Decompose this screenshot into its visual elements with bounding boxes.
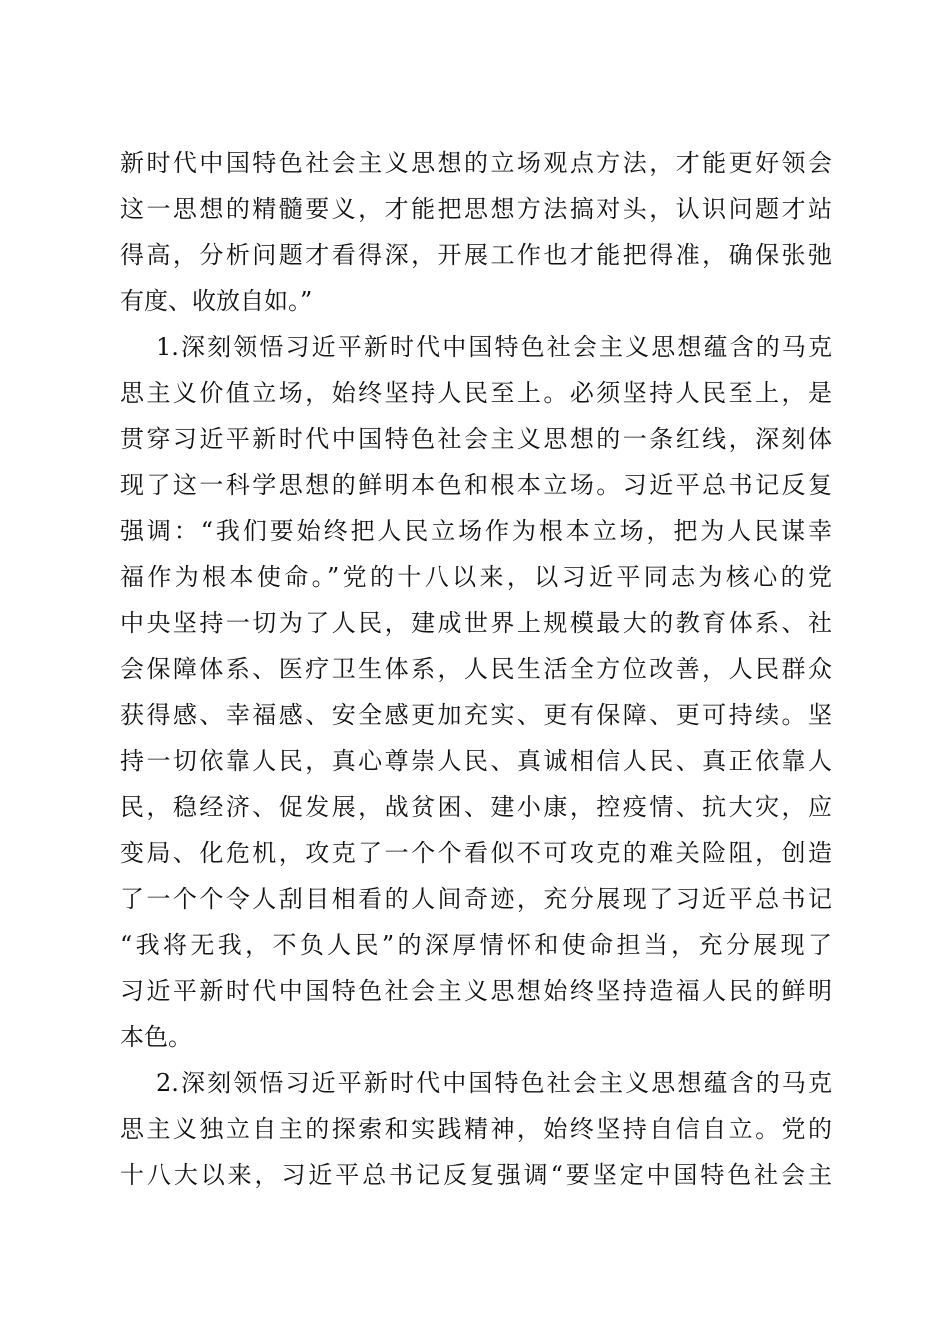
text-line: 1.深刻领悟习近平新时代中国特色社会主义思想蕴含的马克	[156, 333, 832, 361]
text-line: 福作为根本使命。”党的十八以来，以习近平同志为核心的党	[120, 563, 832, 591]
text-line: “我将无我，不负人民”的深厚情怀和使命担当，充分展现了	[120, 931, 832, 959]
text-line: 思主义独立自主的探索和实践精神，始终坚持自信自立。党的	[120, 1115, 832, 1143]
text-line: 有度、收放自如。”	[120, 287, 313, 315]
document-body	[120, 140, 832, 1198]
text-line: 十八大以来，习近平总书记反复强调“要坚定中国特色社会主	[120, 1161, 832, 1189]
text-line: 2.深刻领悟习近平新时代中国特色社会主义思想蕴含的马克	[156, 1069, 832, 1097]
text-line: 现了这一科学思想的鲜明本色和根本立场。习近平总书记反复	[120, 471, 832, 499]
text-line: 民，稳经济、促发展，战贫困、建小康，控疫情、抗大灾，应	[120, 793, 832, 821]
text-line: 获得感、幸福感、安全感更加充实、更有保障、更可持续。坚	[120, 701, 832, 729]
text-line: 思主义价值立场，始终坚持人民至上。必须坚持人民至上，是	[120, 379, 832, 407]
text-line: 强调：“我们要始终把人民立场作为根本立场，把为人民谋幸	[120, 517, 832, 545]
paragraph-point-2	[120, 1060, 832, 1198]
text-line: 习近平新时代中国特色社会主义思想始终坚持造福人民的鲜明	[120, 977, 832, 1005]
text-line: 了一个个令人刮目相看的人间奇迹，充分展现了习近平总书记	[120, 885, 832, 913]
text-line: 新时代中国特色社会主义思想的立场观点方法，才能更好领会	[120, 149, 832, 177]
text-line: 会保障体系、医疗卫生体系，人民生活全方位改善，人民群众	[120, 655, 832, 683]
text-line: 变局、化危机，攻克了一个个看似不可攻克的难关险阻，创造	[120, 839, 832, 867]
text-line: 得高，分析问题才看得深，开展工作也才能把得准，确保张弛	[120, 241, 832, 269]
text-line: 持一切依靠人民，真心尊崇人民、真诚相信人民、真正依靠人	[120, 747, 832, 775]
text-line: 本色。	[120, 1023, 192, 1051]
text-line: 这一思想的精髓要义，才能把思想方法搞对头，认识问题才站	[120, 195, 832, 223]
paragraph-point-1	[120, 324, 832, 1060]
text-line: 中央坚持一切为了人民，建成世界上规模最大的教育体系、社	[120, 609, 832, 637]
paragraph-continuation	[120, 140, 832, 324]
text-line: 贯穿习近平新时代中国特色社会主义思想的一条红线，深刻体	[120, 425, 832, 453]
